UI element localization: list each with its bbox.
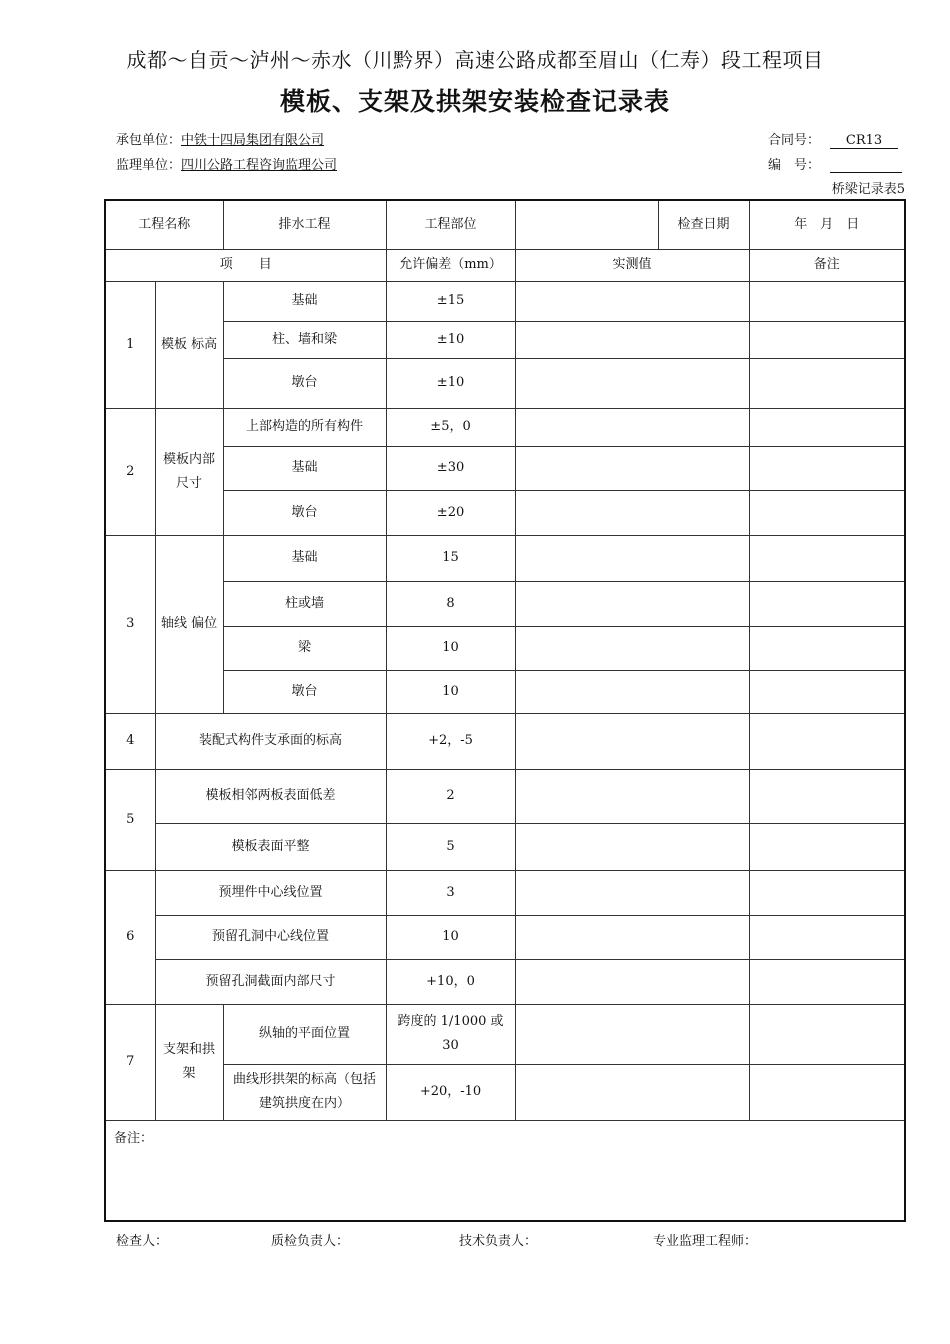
measured-value-cell[interactable]: [515, 870, 749, 915]
measured-value-cell[interactable]: [515, 713, 749, 769]
contract-no-line: [768, 129, 898, 149]
remark-cell[interactable]: [749, 535, 905, 581]
col-tolerance-header: 允许偏差（mm）: [386, 249, 515, 281]
item-number: 6: [105, 870, 155, 1004]
table-row: [105, 535, 905, 581]
tolerance-value: +20，-10: [386, 1064, 515, 1120]
info-row: [105, 200, 905, 249]
serial-label: 编 号：: [768, 158, 821, 173]
remark-cell[interactable]: [749, 915, 905, 959]
tolerance-value: 3: [386, 870, 515, 915]
table-row: [105, 823, 905, 870]
inspection-table: [104, 199, 906, 1222]
item-name: 纵轴的平面位置: [223, 1004, 386, 1064]
form-title: 模板、支架及拱架安装检查记录表: [279, 87, 670, 116]
remark-cell[interactable]: [749, 713, 905, 769]
table-row: [105, 959, 905, 1004]
item-number: 1: [105, 281, 155, 408]
table-row: [105, 581, 905, 626]
item-name: 墩台: [223, 670, 386, 713]
contractor-value: 中铁十四局集团有限公司: [181, 133, 325, 148]
footer-qc: 质检负责人：: [271, 1234, 350, 1249]
contract-no-label: 合同号：: [768, 133, 821, 148]
table-row: [105, 1004, 905, 1064]
remark-cell[interactable]: [749, 959, 905, 1004]
remark-cell[interactable]: [749, 626, 905, 670]
tolerance-value: ±30: [386, 446, 515, 490]
table-row: [105, 626, 905, 670]
item-number: 7: [105, 1004, 155, 1120]
form-id: 桥梁记录表5: [831, 182, 905, 197]
tolerance-value: ±10: [386, 358, 515, 408]
supervisor-value: 四川公路工程咨询监理公司: [181, 158, 338, 173]
project-name-label: 工程名称: [105, 200, 223, 249]
tolerance-value: 跨度的 1/1000 或 30: [386, 1004, 515, 1064]
tolerance-value: 10: [386, 626, 515, 670]
measured-value-cell[interactable]: [515, 581, 749, 626]
table-row: [105, 408, 905, 446]
table-row: [105, 870, 905, 915]
tolerance-value: +2，-5: [386, 713, 515, 769]
contract-no-value: CR13: [830, 133, 898, 149]
table-row: [105, 769, 905, 823]
item-name: 预留孔洞截面内部尺寸: [155, 959, 386, 1004]
item-name: 梁: [223, 626, 386, 670]
table-row: [105, 446, 905, 490]
table-row: [105, 713, 905, 769]
measured-value-cell[interactable]: [515, 626, 749, 670]
supervisor-label: 监理单位：: [116, 158, 182, 173]
item-name: 基础: [223, 281, 386, 321]
table-row: [105, 321, 905, 358]
remarks-row: [105, 1120, 905, 1221]
project-name: 成都～自贡～泸州～赤水（川黔界）高速公路成都至眉山（仁寿）段工程项目: [126, 48, 824, 72]
column-header-row: [105, 249, 905, 281]
measured-value-cell[interactable]: [515, 1064, 749, 1120]
item-name: 基础: [223, 446, 386, 490]
table-row: [105, 915, 905, 959]
item-name: 基础: [223, 535, 386, 581]
item-group-name: 模板内部尺寸: [155, 408, 223, 535]
measured-value-cell[interactable]: [515, 446, 749, 490]
tolerance-value: 2: [386, 769, 515, 823]
tolerance-value: 10: [386, 670, 515, 713]
item-name: 墩台: [223, 358, 386, 408]
part-label: 工程部位: [386, 200, 515, 249]
tolerance-value: ±10: [386, 321, 515, 358]
item-group-name: 模板 标高: [155, 281, 223, 408]
table-row: [105, 670, 905, 713]
contractor-line: [116, 129, 324, 148]
remark-cell[interactable]: [749, 1064, 905, 1120]
tolerance-value: 10: [386, 915, 515, 959]
date-label: 检查日期: [658, 200, 749, 249]
table-row: [105, 490, 905, 535]
measured-value-cell[interactable]: [515, 535, 749, 581]
remark-cell[interactable]: [749, 281, 905, 321]
tolerance-value: 15: [386, 535, 515, 581]
item-group-name: 轴线 偏位: [155, 535, 223, 713]
tolerance-value: ±15: [386, 281, 515, 321]
item-name: 墩台: [223, 490, 386, 535]
measured-value-cell[interactable]: [515, 321, 749, 358]
remark-cell[interactable]: [749, 490, 905, 535]
remark-cell[interactable]: [749, 670, 905, 713]
item-number: 2: [105, 408, 155, 535]
col-item-header: 项 目: [105, 249, 386, 281]
remark-cell[interactable]: [749, 358, 905, 408]
measured-value-cell[interactable]: [515, 915, 749, 959]
item-name: 柱或墙: [223, 581, 386, 626]
measured-value-cell[interactable]: [515, 1004, 749, 1064]
item-name: 曲线形拱架的标高（包括建筑拱度在内）: [223, 1064, 386, 1120]
tolerance-value: ±5，0: [386, 408, 515, 446]
remark-cell[interactable]: [749, 870, 905, 915]
col-measured-header: 实测值: [515, 249, 749, 281]
col-remark-header: 备注: [749, 249, 905, 281]
serial-value: [830, 157, 902, 173]
project-name-value: 排水工程: [223, 200, 386, 249]
item-number: 4: [105, 713, 155, 769]
remark-cell[interactable]: [749, 823, 905, 870]
footer-engineer: 专业监理工程师：: [653, 1234, 758, 1249]
table-row: [105, 281, 905, 321]
tolerance-value: 5: [386, 823, 515, 870]
remark-cell[interactable]: [749, 321, 905, 358]
measured-value-cell[interactable]: [515, 670, 749, 713]
table-body: [105, 200, 905, 1221]
measured-value-cell[interactable]: [515, 823, 749, 870]
item-name: 预埋件中心线位置: [155, 870, 386, 915]
remark-cell[interactable]: [749, 1004, 905, 1064]
table-row: [105, 1064, 905, 1120]
footer-inspector: 检查人：: [116, 1234, 169, 1249]
item-name: 模板相邻两板表面低差: [155, 769, 386, 823]
footer-tech: 技术负责人：: [459, 1234, 538, 1249]
remarks-cell[interactable]: 备注：: [105, 1120, 905, 1221]
item-group-name: 支架和拱架: [155, 1004, 223, 1120]
item-name: 装配式构件支承面的标高: [155, 713, 386, 769]
item-number: 5: [105, 769, 155, 870]
measured-value-cell[interactable]: [515, 281, 749, 321]
item-name: 预留孔洞中心线位置: [155, 915, 386, 959]
remark-cell[interactable]: [749, 769, 905, 823]
supervisor-line: [116, 154, 337, 173]
measured-value-cell[interactable]: [515, 408, 749, 446]
item-name: 柱、墙和梁: [223, 321, 386, 358]
remark-cell[interactable]: [749, 581, 905, 626]
table-row: [105, 358, 905, 408]
remark-cell[interactable]: [749, 446, 905, 490]
item-name: 上部构造的所有构件: [223, 408, 386, 446]
measured-value-cell[interactable]: [515, 490, 749, 535]
remark-cell[interactable]: [749, 408, 905, 446]
tolerance-value: 8: [386, 581, 515, 626]
tolerance-value: ±20: [386, 490, 515, 535]
date-value: 年 月 日: [749, 200, 905, 249]
item-number: 3: [105, 535, 155, 713]
measured-value-cell[interactable]: [515, 358, 749, 408]
item-name: 模板表面平整: [155, 823, 386, 870]
tolerance-value: +10，0: [386, 959, 515, 1004]
contractor-label: 承包单位：: [116, 133, 182, 148]
measured-value-cell[interactable]: [515, 959, 749, 1004]
part-value: [515, 200, 658, 249]
measured-value-cell[interactable]: [515, 769, 749, 823]
serial-line: [768, 154, 902, 173]
